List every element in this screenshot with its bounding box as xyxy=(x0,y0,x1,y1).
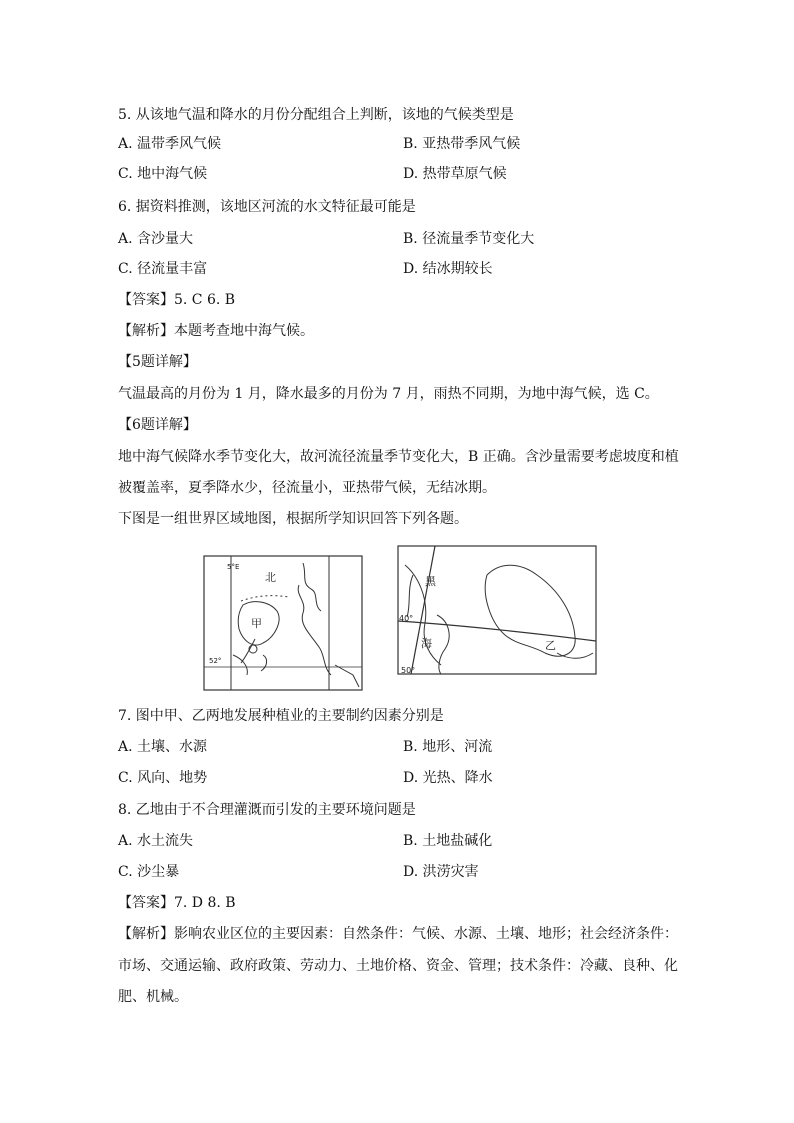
q7-option-b: B. 地形、河流 xyxy=(403,739,493,755)
detail-5-text: 气温最高的月份为 1 月，降水最多的月份为 7 月，雨热不同期，为地中海气候，选 C。 xyxy=(118,386,659,402)
detail-5-title: 【5题详解】 xyxy=(118,354,197,370)
map2-label-40: 40° xyxy=(399,614,414,623)
detail-6-line2: 被覆盖率，夏季降水少，径流量小，亚热带气候，无结冰期。 xyxy=(118,480,496,496)
map2-label-50: 50° xyxy=(401,666,416,675)
map1-label-jia: 甲 xyxy=(251,617,262,630)
q7-stem: 7. 图中甲、乙两地发展种植业的主要制约因素分别是 xyxy=(118,708,444,724)
q7-option-d: D. 光热、降水 xyxy=(403,770,493,786)
intro-text: 下图是一组世界区域地图，根据所学知识回答下列各题。 xyxy=(118,511,468,527)
q6-option-b: B. 径流量季节变化大 xyxy=(403,231,535,247)
q5-option-d: D. 热带草原气候 xyxy=(403,166,507,182)
map1-label-52n: 52° xyxy=(209,657,222,665)
region-maps xyxy=(203,545,597,690)
answer-7-8: 【答案】7. D 8. B xyxy=(118,895,236,911)
q5-option-b: B. 亚热带季风气候 xyxy=(403,136,521,152)
q8-option-d: D. 洪涝灾害 xyxy=(403,864,479,880)
detail-6-line1: 地中海气候降水季节变化大，故河流径流量季节变化大，B 正确。含沙量需要考虑坡度和植 xyxy=(118,449,679,465)
q6-option-d: D. 结冰期较长 xyxy=(403,261,493,277)
q6-option-a: A. 含沙量大 xyxy=(118,231,194,247)
map1-label-north: 北 xyxy=(265,571,276,584)
map2-label-yi: 乙 xyxy=(545,639,556,652)
map-north-sea xyxy=(203,555,363,695)
q8-option-a: A. 水土流失 xyxy=(118,833,194,849)
q8-option-c: C. 沙尘暴 xyxy=(118,864,180,880)
q5-stem: 5. 从该地气温和降水的月份分配组合上判断，该地的气候类型是 xyxy=(118,107,514,123)
q5-option-a: A. 温带季风气候 xyxy=(118,136,222,152)
analysis-7-8-line3: 肥、机械。 xyxy=(118,989,188,1005)
detail-6-title: 【6题详解】 xyxy=(118,417,197,433)
q7-option-c: C. 风向、地势 xyxy=(118,770,208,786)
q7-option-a: A. 土壤、水源 xyxy=(118,739,208,755)
q8-stem: 8. 乙地由于不合理灌溉而引发的主要环境问题是 xyxy=(118,802,416,818)
analysis-7-8-line1: 【解析】影响农业区位的主要因素：自然条件：气候、水源、土壤、地形；社会经济条件： xyxy=(118,926,678,942)
analysis-7-8-line2: 市场、交通运输、政府政策、劳动力、土地价格、资金、管理；技术条件：冷藏、良种、化 xyxy=(118,958,678,974)
q6-option-c: C. 径流量丰富 xyxy=(118,261,208,277)
q8-option-b: B. 土地盐碱化 xyxy=(403,833,493,849)
map1-label-5e: 5°E xyxy=(227,563,240,571)
map-aral-sea xyxy=(397,545,597,679)
map2-label-hai: 海 xyxy=(421,637,432,650)
q5-option-c: C. 地中海气候 xyxy=(118,166,208,182)
analysis-5-6: 【解析】本题考查地中海气候。 xyxy=(118,323,314,339)
map2-label-hei: 黑 xyxy=(425,575,436,588)
answer-5-6: 【答案】5. C 6. B xyxy=(118,292,236,308)
q6-stem: 6. 据资料推测，该地区河流的水文特征最可能是 xyxy=(118,199,416,215)
